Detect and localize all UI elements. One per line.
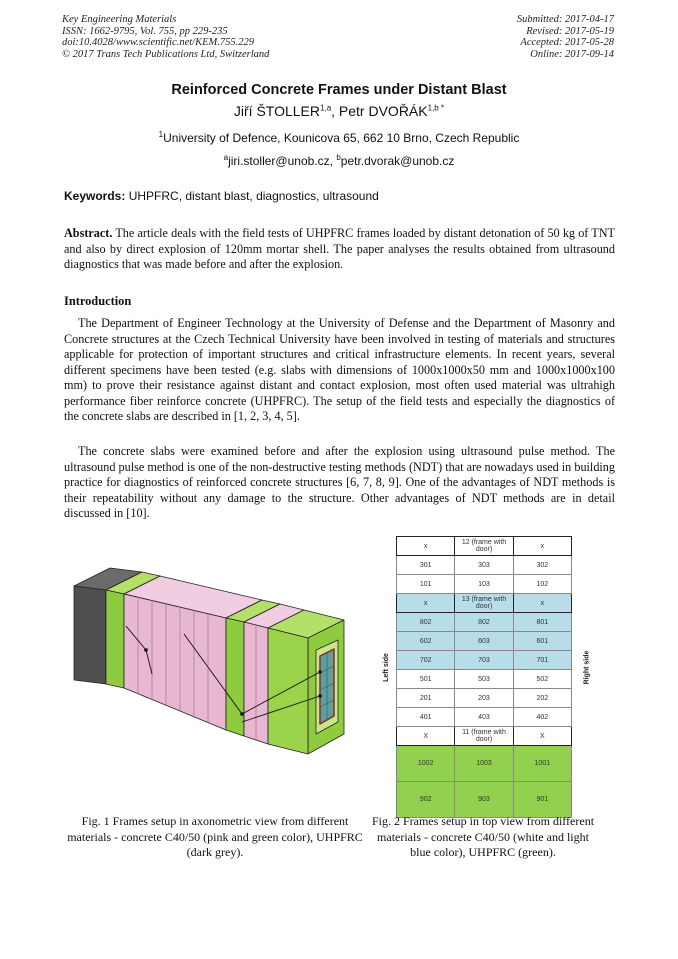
table-cell: x xyxy=(513,594,571,613)
email-a: jiri.stoller@unob.cz, xyxy=(228,154,337,168)
table-cell: X xyxy=(397,727,455,746)
introduction-heading: Introduction xyxy=(64,294,132,308)
table-row xyxy=(397,556,572,575)
table-row xyxy=(397,727,572,746)
table-cell: 401 xyxy=(397,708,455,727)
table-row xyxy=(397,670,572,689)
table-cell: 1003 xyxy=(455,746,513,782)
table-cell: 702 xyxy=(397,651,455,670)
table-row xyxy=(397,708,572,727)
intro-paragraph-2-text: The concrete slabs were examined before and after the explosion using ultrasound pulse method. The ultrasound pulse method is one of the non-destructive testing methods (NDT) that are nowadays used in building practice for diagnostics of reinforced concrete structures [6, 7, 8, 9]. One of the advantages of NDT methods is their repeatability without any damage to the structure. Other advantages of NDT methods are in detail discussed in [10]. xyxy=(64,444,615,520)
submitted-date: Submitted: 2017-04-17 xyxy=(516,14,614,25)
table-cell: 301 xyxy=(397,556,455,575)
table-cell: 502 xyxy=(513,670,571,689)
green-frame-2-front xyxy=(226,618,244,736)
abstract-text: The article deals with the field tests of UHPFRC frames loaded by distant detonation of 50 kg of TNT and also by direct explosion of 120mm mortar shell. The paper analyses the results obtained from ultrasound diagnostics that was made before and after the explosion. xyxy=(64,226,615,271)
table-cell: 802 xyxy=(455,613,513,632)
figure-1-caption: Fig. 1 Frames setup in axonometric view from different materials - concrete C40/50 (pink and green color), UHPFRC (dark grey). xyxy=(67,814,363,859)
table-row xyxy=(397,594,572,613)
right-side-label: Right side xyxy=(583,650,591,685)
table-row xyxy=(397,537,572,556)
table-cell: 13 (frame with door) xyxy=(455,594,513,613)
table-cell: 801 xyxy=(513,613,571,632)
table-cell: 202 xyxy=(513,689,571,708)
author-2: Petr DVOŘÁK xyxy=(338,103,428,119)
online-date: Online: 2017-09-14 xyxy=(530,48,614,60)
table-cell: 103 xyxy=(455,575,513,594)
accepted-date: Accepted: 2017-05-28 xyxy=(520,37,614,48)
table-cell: 102 xyxy=(513,575,571,594)
abstract xyxy=(64,226,615,273)
table-row xyxy=(397,651,572,670)
table-row xyxy=(397,782,572,818)
abstract-label: Abstract. xyxy=(64,226,113,240)
table-cell: x xyxy=(513,537,571,556)
table-row xyxy=(397,613,572,632)
intro-paragraph-1-text: The Department of Engineer Technology at the University of Defense and the Department of Masonry and Concrete structures at the Czech Technical University have been involved in testing of materials and structures applicable for protection of important structures and critical infrastructure elements. In recent years, several different specimens have been tested (e.g. slabs with dimensions of 1000x1000x50 mm and 1000x1000x100 mm) to prove their resistance against distant and contact explosion, most often used material was ultrahigh performance fiber reinforce concrete (UHPFRC). The setup of the field tests and especially the diagnostics of the concrete slabs are described in [1, 2, 3, 4, 5]. xyxy=(64,316,615,423)
affiliation xyxy=(0,131,678,145)
affiliation-text: University of Defence, Kounicova 65, 662 10 Brno, Czech Republic xyxy=(163,131,520,145)
email-b: petr.dvorak@unob.cz xyxy=(340,154,455,168)
uhpfrc-block-front xyxy=(74,586,106,684)
table-row xyxy=(397,746,572,782)
table-cell: 1002 xyxy=(397,746,455,782)
table-cell: 603 xyxy=(455,632,513,651)
table-cell: 203 xyxy=(455,689,513,708)
figure-2-caption: Fig. 2 Frames setup in top view from different materials - concrete C40/50 (white and light blue color), UHPFRC (green). xyxy=(371,814,595,859)
author-2-sup: 1,b * xyxy=(427,103,445,113)
intro-paragraph-1 xyxy=(64,316,615,425)
table-cell: 101 xyxy=(397,575,455,594)
figure-2-top-view xyxy=(378,536,598,812)
table-cell: 11 (frame with door) xyxy=(455,727,513,746)
table-cell: 402 xyxy=(513,708,571,727)
table-cell: 903 xyxy=(455,782,513,818)
author-separator: , xyxy=(331,103,339,119)
green-frame-1-front xyxy=(106,590,124,688)
table-cell: 12 (frame with door) xyxy=(455,537,513,556)
table-row xyxy=(397,632,572,651)
affiliation-sup: 1 xyxy=(158,130,164,139)
table-cell: 602 xyxy=(397,632,455,651)
emails xyxy=(0,154,678,168)
table-cell: 303 xyxy=(455,556,513,575)
authors xyxy=(0,103,678,119)
revised-date: Revised: 2017-05-19 xyxy=(526,25,614,37)
intro-paragraph-2 xyxy=(64,444,615,522)
frames-layout-table xyxy=(396,536,572,818)
table-cell: 302 xyxy=(513,556,571,575)
email-a-sup: a xyxy=(223,153,229,162)
front-frame-left xyxy=(268,628,308,754)
table-cell: 201 xyxy=(397,689,455,708)
paper-title: Reinforced Concrete Frames under Distant Blast xyxy=(171,82,507,98)
header-right xyxy=(517,14,614,60)
table-cell: 701 xyxy=(513,651,571,670)
doi-line: doi:10.4028/www.scientific.net/KEM.755.229 xyxy=(62,37,254,48)
table-cell: x xyxy=(397,594,455,613)
table-row xyxy=(397,689,572,708)
copyright-line: © 2017 Trans Tech Publications Ltd, Switzerland xyxy=(62,48,270,60)
email-b-sup: b xyxy=(336,153,341,162)
keywords xyxy=(64,189,616,203)
issn-line: ISSN: 1662-9795, Vol. 755, pp 229-235 xyxy=(62,25,228,37)
table-cell: 1001 xyxy=(513,746,571,782)
table-row xyxy=(397,575,572,594)
journal-name: Key Engineering Materials xyxy=(62,14,177,25)
table-cell: 503 xyxy=(455,670,513,689)
table-cell: 501 xyxy=(397,670,455,689)
table-cell: 403 xyxy=(455,708,513,727)
author-1-sup: 1,a xyxy=(320,103,332,113)
table-cell: 901 xyxy=(513,782,571,818)
pink-block-front xyxy=(124,594,226,730)
table-cell: 902 xyxy=(397,782,455,818)
header-left xyxy=(62,14,269,60)
table-cell: 802 xyxy=(397,613,455,632)
table-cell: 601 xyxy=(513,632,571,651)
left-side-label: Left side xyxy=(382,653,390,682)
author-1: Jiří ŠTOLLER xyxy=(233,103,321,119)
table-cell: x xyxy=(397,537,455,556)
keywords-text: UHPFRC, distant blast, diagnostics, ultrasound xyxy=(125,189,379,203)
keywords-label: Keywords: xyxy=(64,189,126,203)
figure-1-axonometric xyxy=(66,564,358,780)
table-cell: X xyxy=(513,727,571,746)
table-cell: 703 xyxy=(455,651,513,670)
